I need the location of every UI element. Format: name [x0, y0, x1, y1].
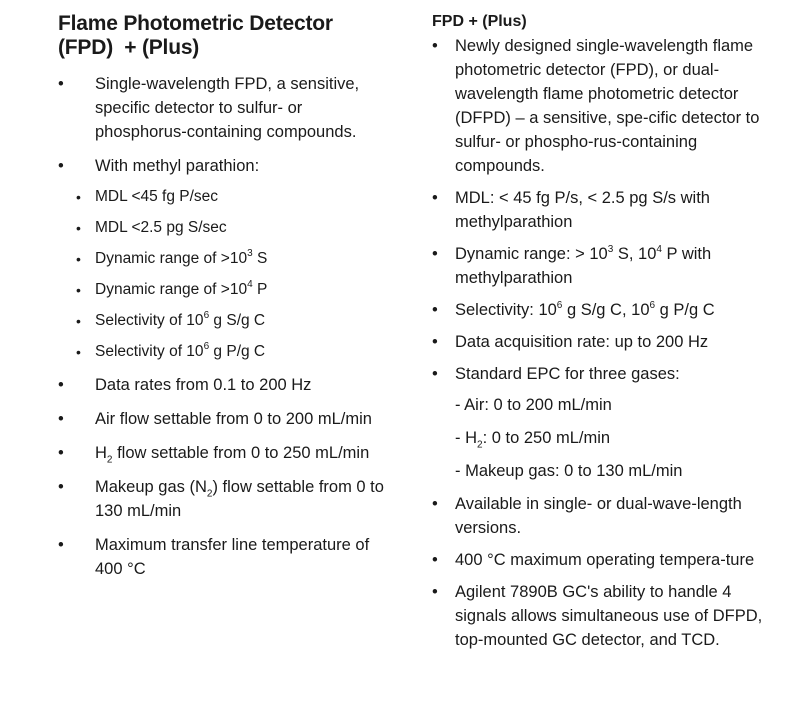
- bullet: •: [432, 37, 438, 55]
- bullet: •: [432, 365, 438, 383]
- bullet: •: [58, 536, 64, 554]
- bullet: •: [58, 410, 64, 428]
- bullet: •: [432, 245, 438, 263]
- sub-list: [455, 393, 782, 483]
- list-item: • Data rates from 0.1 to 200 Hz: [58, 373, 388, 397]
- sub-list-item: • MDL <45 fg P/sec: [76, 188, 219, 205]
- bullet: •: [58, 376, 64, 394]
- list-item: • $H_2$ flow settable from 0 to 250 mL/min: [58, 441, 388, 465]
- list-item: • With methyl parathion: • MDL <45 fg P/sec • MDL <2.5 pg S/sec • Dynamic range of $>10^3$ S • Dynamic range of $>10^4$ P • Selectivity of $10^6$ g S/g C • Selectivity of $10^6$ g P/g C: [58, 154, 388, 363]
- sub-list-item: - Makeup gas: 0 to 130 mL/min: [455, 462, 683, 480]
- list-item: • Agilent 7890B GC's ability to handle 4 signals allows simultaneous use of DFPD, top-mounted GC detector, and TCD.: [432, 580, 782, 652]
- list-item: • Dynamic range: > $10^3$ S, $10^4$ P with methylparathion: [432, 243, 712, 287]
- list-item: • Data acquisition rate: up to 200 Hz: [432, 330, 782, 354]
- list-item: • Newly designed single-wavelength flame photometric detector (FPD), or dual-wavelength flame photometric detector (DFPD) – a sensitive, spe-cific detector to sulfur- or phospho-rus-containing compounds.: [432, 34, 782, 178]
- bullet: •: [432, 495, 438, 513]
- bullet: •: [432, 189, 438, 207]
- bullet: •: [432, 301, 438, 319]
- left-list: [58, 72, 388, 581]
- sub-list: [76, 186, 388, 363]
- right-column: [432, 0, 782, 660]
- list-item: • Air flow settable from 0 to 200 mL/min: [58, 407, 388, 431]
- bullet: •: [58, 75, 64, 93]
- sub-list-item: • Dynamic range of $>10^3$ S: [76, 247, 268, 267]
- list-item: • Selectivity: $10^6$ g S/g C, $10^6$ g P/g C: [432, 298, 782, 322]
- bullet: •: [58, 478, 64, 496]
- bullet: •: [58, 444, 64, 462]
- list-item: • 400 °C maximum operating tempera-ture: [432, 548, 782, 572]
- list-item: • Maximum transfer line temperature of 400 °C: [58, 533, 388, 581]
- list-item: • Standard EPC for three gases: - Air: 0 to 200 mL/min - $H_2$: 0 to 250 mL/min - Makeup gas: 0 to 130 mL/min: [432, 362, 782, 483]
- sub-list-item: - $H_2$: 0 to 250 mL/min: [455, 429, 611, 451]
- bullet: •: [432, 333, 438, 351]
- sub-list-item: • MDL <2.5 pg S/sec: [76, 219, 227, 236]
- right-title: FPD + (Plus): [432, 13, 527, 30]
- list-item: • Makeup gas $(N_2)$ flow settable from 0 to 130 mL/min: [58, 475, 388, 523]
- left-title: Flame Photometric Detector (FPD) + (Plus): [58, 12, 333, 59]
- sub-list-item: • Selectivity of $10^6$ g S/g C: [76, 309, 266, 329]
- bullet: •: [432, 551, 438, 569]
- sub-list-item: • Dynamic range of $>10^4$ P: [76, 278, 268, 298]
- bullet: •: [432, 583, 438, 601]
- list-item: • Available in single- or dual-wave-length versions.: [432, 492, 782, 540]
- list-item: • Single-wavelength FPD, a sensitive, specific detector to sulfur- or phosphorus-containing compounds.: [58, 72, 388, 144]
- left-column: [58, 0, 388, 591]
- sub-list-item: • Selectivity of $10^6$ g P/g C: [76, 340, 266, 360]
- list-item: • MDL: < 45 fg P/s, < 2.5 pg S/s with methylparathion: [432, 186, 782, 234]
- bullet: •: [58, 157, 64, 175]
- right-list: [432, 34, 782, 652]
- sub-list-item: - Air: 0 to 200 mL/min: [455, 396, 612, 414]
